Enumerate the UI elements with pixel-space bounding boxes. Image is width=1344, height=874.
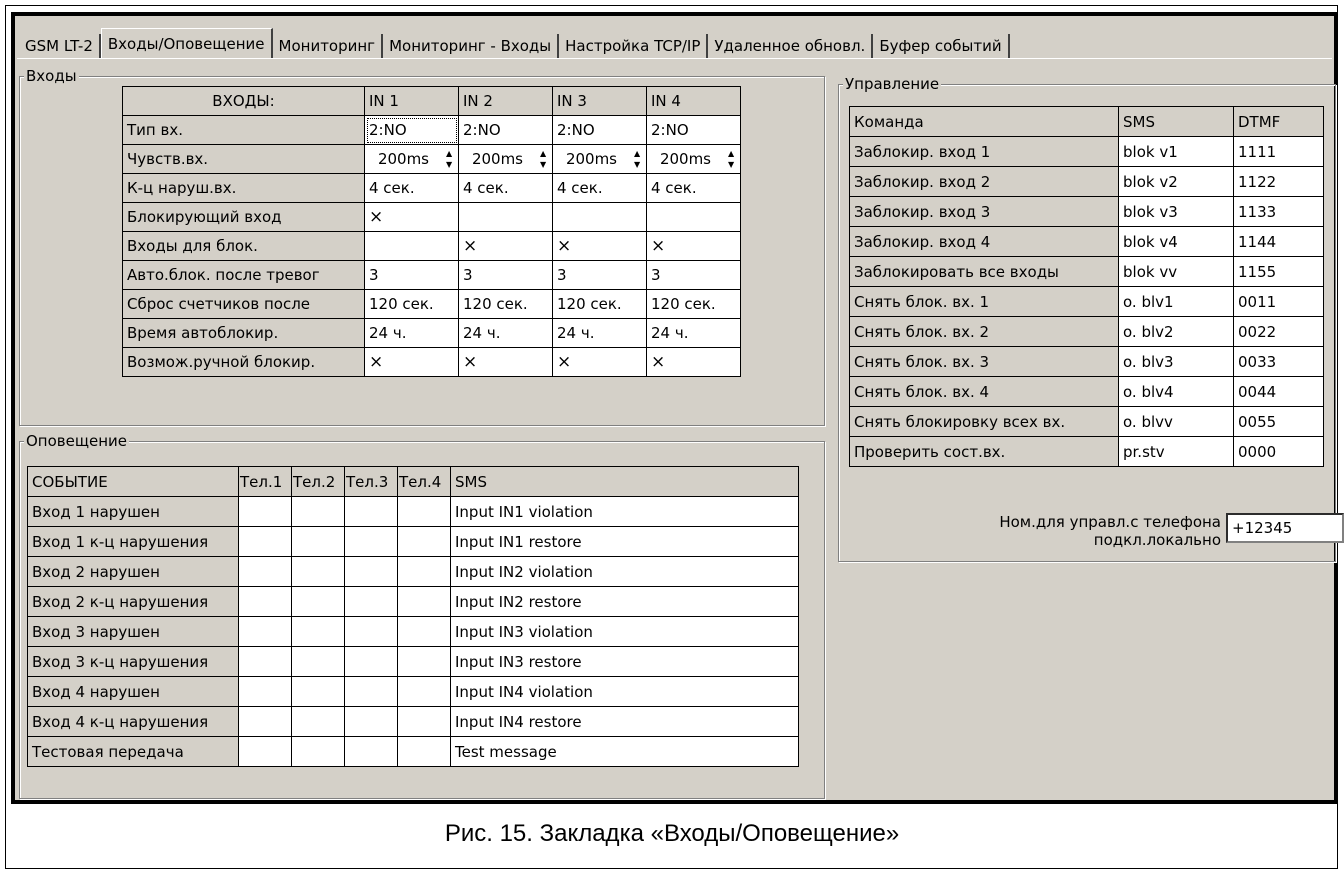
dtmf-code-cell[interactable]: 0055	[1234, 407, 1324, 437]
header-phone2: Тел.2	[292, 467, 345, 497]
phone-cell[interactable]	[398, 527, 451, 557]
phone-cell[interactable]	[239, 497, 292, 527]
control-grid-header	[850, 107, 1324, 137]
phone-cell[interactable]	[345, 617, 398, 647]
command-label: Заблокир. вход 2	[850, 167, 1119, 197]
table-row	[123, 232, 741, 261]
sms-text-cell[interactable]: Input IN2 violation	[451, 557, 799, 587]
command-label: Заблокир. вход 4	[850, 227, 1119, 257]
inputs-grid-header	[123, 87, 741, 116]
table-row	[123, 261, 741, 290]
table-row	[28, 647, 799, 677]
grid-cell[interactable]: 120 сек.	[553, 290, 647, 319]
row-label: К-ц наруш.вх.	[123, 174, 365, 203]
dtmf-code-cell[interactable]: 1155	[1234, 257, 1324, 287]
sms-text-cell[interactable]: Input IN4 violation	[451, 677, 799, 707]
inputs-group-title: Входы	[26, 67, 77, 85]
table-row	[850, 227, 1324, 257]
sensitivity-in3-stepper[interactable]	[553, 145, 647, 174]
tab-remote-update[interactable]: Удаленное обновл.	[708, 34, 873, 58]
spin-arrows-icon[interactable]: ▲ ▼	[728, 149, 735, 169]
event-label: Вход 4 к-ц нарушения	[28, 707, 239, 737]
grid-cell[interactable]: 4 сек.	[365, 174, 459, 203]
command-label: Заблокир. вход 1	[850, 137, 1119, 167]
table-row	[28, 617, 799, 647]
notification-group	[19, 432, 825, 799]
command-label: Заблокир. вход 3	[850, 197, 1119, 227]
phone-cell[interactable]	[345, 527, 398, 557]
dtmf-code-cell[interactable]: 1133	[1234, 197, 1324, 227]
input-type-in2[interactable]: 2:NO	[459, 116, 553, 145]
grid-cell[interactable]: 120 сек.	[365, 290, 459, 319]
row-label: Блокирующий вход	[123, 203, 365, 232]
table-row	[850, 287, 1324, 317]
sensitivity-in1-stepper[interactable]	[365, 145, 459, 174]
dtmf-code-cell[interactable]: 0000	[1234, 437, 1324, 467]
row-label: Сброс счетчиков после	[123, 290, 365, 319]
dtmf-code-cell[interactable]: 1111	[1234, 137, 1324, 167]
checkbox-cell[interactable]: ×	[365, 348, 459, 377]
sms-text-cell[interactable]: Input IN3 restore	[451, 647, 799, 677]
sms-text-cell[interactable]: Input IN4 restore	[451, 707, 799, 737]
checkbox-cell[interactable]	[553, 203, 647, 232]
table-row	[28, 557, 799, 587]
row-label: Тип вх.	[123, 116, 365, 145]
table-row	[123, 145, 741, 174]
event-label: Вход 2 к-ц нарушения	[28, 587, 239, 617]
sms-text-cell[interactable]: Test message	[451, 737, 799, 767]
event-label: Вход 1 нарушен	[28, 497, 239, 527]
checkbox-cell[interactable]: ×	[553, 348, 647, 377]
phone-cell[interactable]	[345, 677, 398, 707]
phone-label-line1: Ном.для управл.с телефона	[999, 513, 1221, 531]
table-row	[28, 737, 799, 767]
phone-cell[interactable]	[398, 707, 451, 737]
inputs-header-label: ВХОДЫ:	[123, 87, 365, 116]
header-sms: SMS	[1119, 107, 1234, 137]
tab-gsm-lt2[interactable]: GSM LT-2	[19, 34, 101, 58]
grid-cell[interactable]: 24 ч.	[553, 319, 647, 348]
phone-cell[interactable]	[239, 647, 292, 677]
sms-code-cell[interactable]: o. blv1	[1119, 287, 1234, 317]
tab-inputs-notification[interactable]: Входы/Оповещение	[101, 28, 273, 58]
sms-code-cell[interactable]: o. blv4	[1119, 377, 1234, 407]
phone-cell[interactable]	[398, 587, 451, 617]
sms-text-cell[interactable]: Input IN3 violation	[451, 617, 799, 647]
phone-cell[interactable]	[292, 707, 345, 737]
phone-cell[interactable]	[398, 737, 451, 767]
control-group-title: Управление	[845, 75, 940, 93]
sms-code-cell[interactable]: blok v4	[1119, 227, 1234, 257]
sms-text-cell[interactable]: Input IN2 restore	[451, 587, 799, 617]
tab-panel-edge	[17, 58, 1332, 59]
phone-cell[interactable]	[345, 737, 398, 767]
command-label: Снять блок. вх. 3	[850, 347, 1119, 377]
phone-cell[interactable]	[292, 557, 345, 587]
row-label: Входы для блок.	[123, 232, 365, 261]
event-label: Вход 3 нарушен	[28, 617, 239, 647]
table-row	[850, 137, 1324, 167]
spin-arrows-icon[interactable]: ▲ ▼	[446, 149, 453, 169]
header-phone1: Тел.1	[239, 467, 292, 497]
phone-cell[interactable]	[292, 587, 345, 617]
input-type-in1[interactable]: 2:NO	[365, 116, 459, 145]
dtmf-code-cell[interactable]: 1122	[1234, 167, 1324, 197]
dtmf-code-cell[interactable]: 1144	[1234, 227, 1324, 257]
inputs-header-in2: IN 2	[459, 87, 553, 116]
table-row	[850, 257, 1324, 287]
phone-cell[interactable]	[292, 527, 345, 557]
input-type-in3[interactable]: 2:NO	[553, 116, 647, 145]
dtmf-code-cell[interactable]: 0044	[1234, 377, 1324, 407]
phone-cell[interactable]	[239, 677, 292, 707]
command-label: Снять блок. вх. 4	[850, 377, 1119, 407]
header-phone4: Тел.4	[398, 467, 451, 497]
checkbox-cell[interactable]: ×	[647, 348, 741, 377]
dtmf-code-cell[interactable]: 0022	[1234, 317, 1324, 347]
grid-cell[interactable]: 3	[459, 261, 553, 290]
table-row	[28, 587, 799, 617]
tab-bar	[19, 28, 1010, 58]
grid-cell[interactable]: 3	[647, 261, 741, 290]
phone-control-label	[939, 513, 1221, 549]
checkbox-cell[interactable]: ×	[553, 232, 647, 261]
phone-cell[interactable]	[292, 737, 345, 767]
phone-cell[interactable]	[239, 557, 292, 587]
event-label: Вход 4 нарушен	[28, 677, 239, 707]
spin-arrows-icon[interactable]: ▲ ▼	[634, 149, 641, 169]
table-row	[850, 167, 1324, 197]
phone-cell[interactable]	[239, 527, 292, 557]
command-label: Заблокировать все входы	[850, 257, 1119, 287]
checkbox-cell[interactable]: ×	[647, 232, 741, 261]
table-row	[123, 203, 741, 232]
input-type-in4[interactable]: 2:NO	[647, 116, 741, 145]
table-row	[850, 437, 1324, 467]
control-phone-input[interactable]	[1226, 513, 1344, 543]
header-sms: SMS	[451, 467, 799, 497]
phone-cell[interactable]	[345, 707, 398, 737]
spin-arrows-icon[interactable]: ▲ ▼	[540, 149, 547, 169]
dtmf-code-cell[interactable]: 0011	[1234, 287, 1324, 317]
sensitivity-in2-stepper[interactable]	[459, 145, 553, 174]
table-row	[850, 317, 1324, 347]
table-row	[123, 290, 741, 319]
phone-cell[interactable]	[345, 647, 398, 677]
table-row	[28, 527, 799, 557]
table-row	[123, 116, 741, 145]
sensitivity-value: 200ms	[377, 150, 429, 168]
inputs-grid	[122, 86, 741, 377]
header-command: Команда	[850, 107, 1119, 137]
table-row	[850, 377, 1324, 407]
row-label: Чувств.вх.	[123, 145, 365, 174]
phone-cell[interactable]	[345, 587, 398, 617]
event-label: Вход 1 к-ц нарушения	[28, 527, 239, 557]
sensitivity-value: 200ms	[659, 150, 711, 168]
table-row	[850, 407, 1324, 437]
sms-code-cell[interactable]: o. blv3	[1119, 347, 1234, 377]
phone-cell[interactable]	[398, 497, 451, 527]
event-label: Вход 3 к-ц нарушения	[28, 647, 239, 677]
inputs-header-in3: IN 3	[553, 87, 647, 116]
grid-cell[interactable]: 3	[365, 261, 459, 290]
table-row	[850, 347, 1324, 377]
sms-code-cell[interactable]: pr.stv	[1119, 437, 1234, 467]
sms-code-cell[interactable]: blok v1	[1119, 137, 1234, 167]
grid-cell[interactable]: 3	[553, 261, 647, 290]
command-label: Снять блок. вх. 1	[850, 287, 1119, 317]
table-row	[28, 497, 799, 527]
notification-grid-header	[28, 467, 799, 497]
phone-cell[interactable]	[239, 587, 292, 617]
row-label: Возмож.ручной блокир.	[123, 348, 365, 377]
inputs-group	[19, 67, 825, 426]
phone-cell[interactable]	[398, 617, 451, 647]
phone-cell[interactable]	[345, 497, 398, 527]
sms-text-cell[interactable]: Input IN1 restore	[451, 527, 799, 557]
checkbox-cell[interactable]: ×	[459, 348, 553, 377]
grid-cell[interactable]: 120 сек.	[459, 290, 553, 319]
phone-cell[interactable]	[398, 647, 451, 677]
tab-monitoring[interactable]: Мониторинг	[273, 34, 384, 58]
phone-cell[interactable]	[239, 707, 292, 737]
dtmf-code-cell[interactable]: 0033	[1234, 347, 1324, 377]
command-label: Снять блокировку всех вх.	[850, 407, 1119, 437]
phone-cell[interactable]	[239, 617, 292, 647]
sensitivity-value: 200ms	[471, 150, 523, 168]
table-row	[28, 677, 799, 707]
command-label: Снять блок. вх. 2	[850, 317, 1119, 347]
grid-cell[interactable]: 120 сек.	[647, 290, 741, 319]
checkbox-cell[interactable]	[647, 203, 741, 232]
notification-group-title: Оповещение	[26, 432, 128, 450]
table-row	[123, 319, 741, 348]
phone-cell[interactable]	[292, 617, 345, 647]
checkbox-cell[interactable]: ×	[365, 203, 459, 232]
sms-code-cell[interactable]: blok v3	[1119, 197, 1234, 227]
grid-cell[interactable]: 4 сек.	[647, 174, 741, 203]
phone-label-line2: подкл.локально	[1093, 531, 1221, 549]
tab-tcpip-settings[interactable]: Настройка TCP/IP	[559, 34, 708, 58]
header-dtmf: DTMF	[1234, 107, 1324, 137]
sensitivity-in4-stepper[interactable]	[647, 145, 741, 174]
phone-cell[interactable]	[398, 677, 451, 707]
sms-code-cell[interactable]: blok v2	[1119, 167, 1234, 197]
header-event: СОБЫТИЕ	[28, 467, 239, 497]
command-label: Проверить сост.вх.	[850, 437, 1119, 467]
grid-cell[interactable]: 4 сек.	[553, 174, 647, 203]
table-row	[123, 174, 741, 203]
phone-cell[interactable]	[292, 677, 345, 707]
notification-grid	[27, 466, 799, 767]
settings-window	[11, 12, 1338, 804]
sms-code-cell[interactable]: o. blvv	[1119, 407, 1234, 437]
sms-text-cell[interactable]: Input IN1 violation	[451, 497, 799, 527]
checkbox-cell[interactable]	[365, 232, 459, 261]
table-row	[28, 707, 799, 737]
grid-cell[interactable]: 4 сек.	[459, 174, 553, 203]
inputs-header-in4: IN 4	[647, 87, 741, 116]
tab-monitoring-inputs[interactable]: Мониторинг - Входы	[383, 34, 559, 58]
checkbox-cell[interactable]: ×	[459, 232, 553, 261]
sms-code-cell[interactable]: o. blv2	[1119, 317, 1234, 347]
tab-event-buffer[interactable]: Буфер событий	[873, 34, 1009, 58]
grid-cell[interactable]: 24 ч.	[459, 319, 553, 348]
phone-cell[interactable]	[292, 647, 345, 677]
header-phone3: Тел.3	[345, 467, 398, 497]
phone-cell[interactable]	[398, 557, 451, 587]
grid-cell[interactable]: 24 ч.	[365, 319, 459, 348]
inputs-header-in1: IN 1	[365, 87, 459, 116]
control-group	[838, 75, 1336, 562]
checkbox-cell[interactable]	[459, 203, 553, 232]
phone-cell[interactable]	[292, 497, 345, 527]
phone-cell[interactable]	[345, 557, 398, 587]
figure-caption: Рис. 15. Закладка «Входы/Оповещение»	[444, 820, 900, 847]
row-label: Авто.блок. после тревог	[123, 261, 365, 290]
sensitivity-value: 200ms	[565, 150, 617, 168]
control-grid	[849, 106, 1324, 467]
table-row	[123, 348, 741, 377]
row-label: Время автоблокир.	[123, 319, 365, 348]
table-row	[850, 197, 1324, 227]
grid-cell[interactable]: 24 ч.	[647, 319, 741, 348]
event-label: Вход 2 нарушен	[28, 557, 239, 587]
event-label: Тестовая передача	[28, 737, 239, 767]
phone-cell[interactable]	[239, 737, 292, 767]
sms-code-cell[interactable]: blok vv	[1119, 257, 1234, 287]
